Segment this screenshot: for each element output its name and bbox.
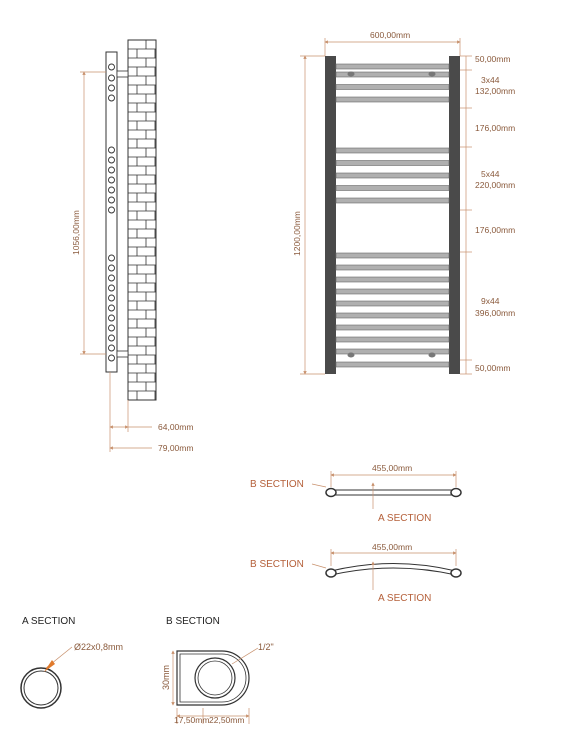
a-section-detail [21,616,123,708]
group2-length-label: 220,00mm [475,180,516,190]
straight-b-section-label: B SECTION [250,479,304,490]
b-section-detail [161,616,274,725]
front-rail [336,97,449,102]
group3-count-label: 9x44 [481,296,500,306]
b-section-width-1-label: 17,50mm [174,715,210,725]
side-tube-end [109,355,115,361]
side-tube-end [109,305,115,311]
top-offset-label: 50,00mm [475,54,511,64]
side-tube-end [109,265,115,271]
side-tube-end [109,167,115,173]
a-section-diameter-label: Ø22x0,8mm [74,642,124,652]
straight-end-right [451,489,461,497]
front-rail [336,265,449,270]
front-rail [336,277,449,282]
curved-b-section-label: B SECTION [250,559,304,570]
wall-bracket-top [117,71,128,77]
straight-end-left [326,489,336,497]
bottom-offset-label: 50,00mm [475,363,511,373]
side-tube-end [109,315,115,321]
side-tube-end [109,85,115,91]
side-tube-end [109,285,115,291]
front-rail [336,161,449,166]
a-section-title: A SECTION [22,616,76,627]
pipe-bore-outer [195,658,235,698]
front-rails [336,64,449,367]
group1-count-label: 3x44 [481,75,500,85]
curved-bar [331,564,456,576]
front-rail [336,362,449,367]
b-section-title: B SECTION [166,616,220,627]
left-upright [325,56,336,374]
group3-length-label: 396,00mm [475,308,516,318]
front-rail [336,148,449,153]
side-height-label: 1056,00mm [71,210,81,255]
wall-bracket-bottom [117,351,128,357]
depth-79-label: 79,00mm [158,443,194,453]
side-tube-end [109,187,115,193]
straight-width-label: 455,00mm [372,463,413,473]
front-view [292,30,515,374]
side-tube-end [109,95,115,101]
side-tube-end [109,147,115,153]
side-tube-end [109,335,115,341]
side-tube-end [109,75,115,81]
straight-a-section-label: A SECTION [378,513,432,524]
side-tube-end [109,345,115,351]
b-section-width-2-label: 22,50mm [209,715,245,725]
front-rail [336,64,449,69]
side-tube-end [109,325,115,331]
top-view-straight [250,463,461,524]
side-tube-end [109,255,115,261]
side-tube-end [109,177,115,183]
right-upright [449,56,460,374]
brick-wall [128,40,156,400]
curved-a-section-label: A SECTION [378,593,432,604]
front-rail [336,198,449,203]
side-tube-end [109,275,115,281]
side-tube-end [109,197,115,203]
side-tube-end [109,157,115,163]
b-section-height-label: 30mm [161,664,171,690]
mount-point-top-right [429,72,436,77]
right-dimension-chain [460,56,472,374]
side-tube-end [109,64,115,70]
front-rail [336,313,449,318]
front-width-label: 600,00mm [370,30,411,40]
gap1-label: 176,00mm [475,123,516,133]
side-tube-end [109,295,115,301]
thread-size-label: 1/2" [258,642,274,652]
gap2-label: 176,00mm [475,225,516,235]
depth-64-label: 64,00mm [158,422,194,432]
curved-end-right [451,569,461,577]
front-rail [336,325,449,330]
front-rail [336,337,449,342]
front-rail [336,186,449,191]
front-height-label: 1200,00mm [292,211,302,256]
top-view-curved [250,542,461,604]
curved-end-left [326,569,336,577]
side-tube-end [109,207,115,213]
front-rail [336,289,449,294]
front-rail [336,85,449,90]
side-view [71,40,193,453]
mount-point-bottom-right [429,353,436,358]
front-rail [336,253,449,258]
mount-point-bottom-left [348,353,355,358]
front-rail [336,173,449,178]
front-rail [336,301,449,306]
group1-length-label: 132,00mm [475,86,516,96]
tube-outer-circle [21,668,61,708]
curved-width-label: 455,00mm [372,542,413,552]
group2-count-label: 5x44 [481,169,500,179]
mount-point-top-left [348,72,355,77]
straight-bar [331,490,456,495]
